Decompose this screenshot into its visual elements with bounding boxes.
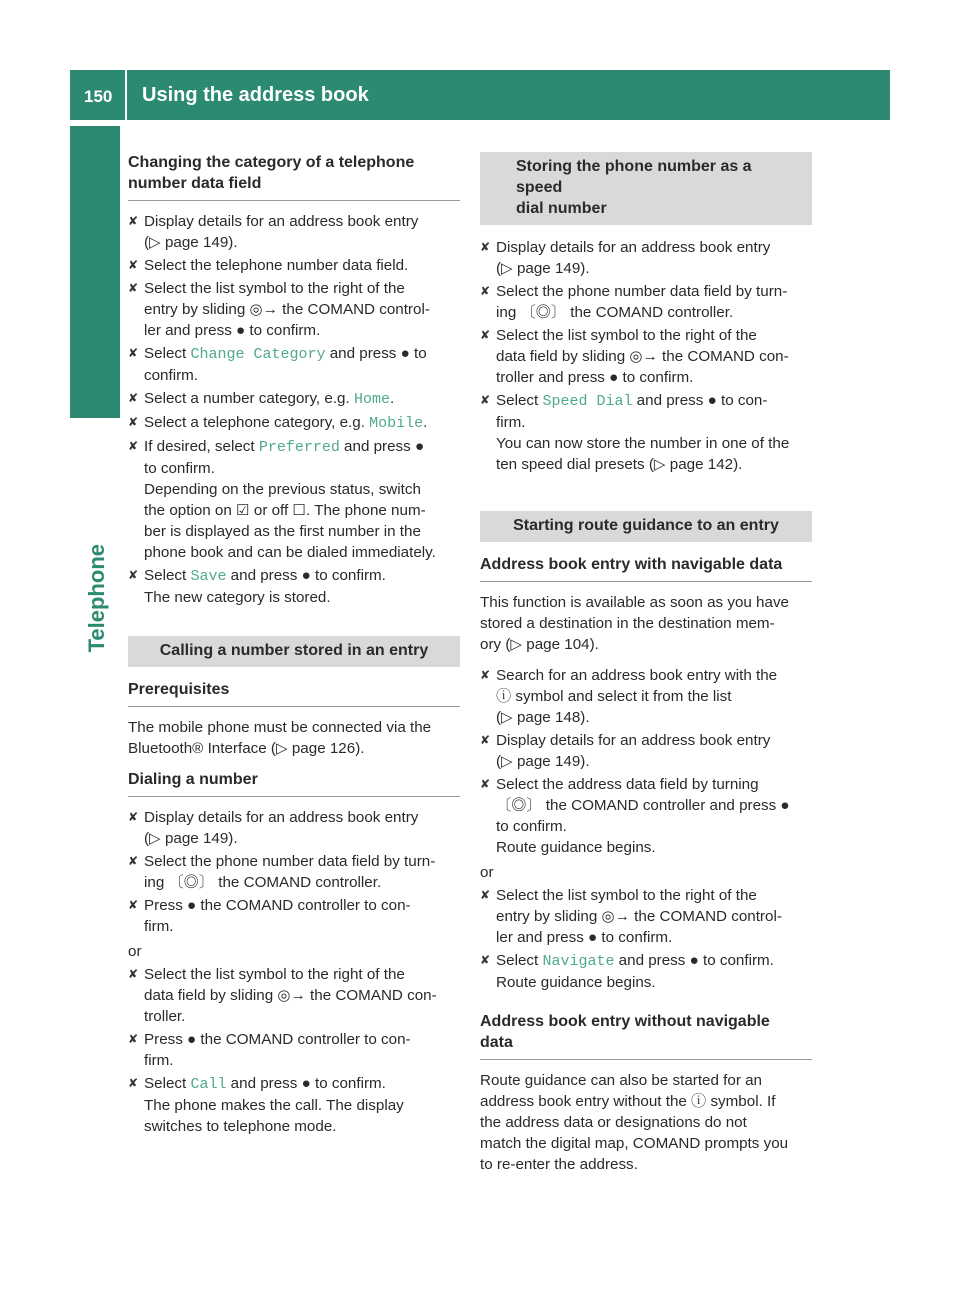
step-line: Depending on the previous status, switch <box>144 481 421 498</box>
band-line: dial number <box>516 200 607 217</box>
header-separator <box>125 70 127 120</box>
heading-change-category <box>128 152 460 201</box>
or-divider: or <box>480 864 494 881</box>
heading-line: data <box>480 1034 513 1051</box>
step-line: ber is displayed as the first number in the <box>144 523 421 540</box>
band-line: Storing the phone number as a speed <box>516 158 752 196</box>
instruction-step <box>128 211 460 253</box>
step-line: Route guidance begins. <box>496 839 656 856</box>
heading-line: Changing the category of a telephone <box>128 154 415 171</box>
step-line: ✘ Press ● the COMAND controller to con- <box>144 1031 411 1048</box>
text-line: Route guidance can also be started for an <box>480 1072 762 1089</box>
step-line: ✘ Display details for an address book entry <box>144 809 419 826</box>
step-line: The new category is stored. <box>144 589 331 606</box>
left-column <box>128 152 460 1139</box>
step-line: ✘ Display details for an address book entry <box>496 732 771 749</box>
text-line: stored a destination in the destination mem- <box>480 615 775 632</box>
text-line: to re-enter the address. <box>480 1156 638 1173</box>
band-calling-number: Calling a number stored in an entry <box>128 636 460 667</box>
step-line: ✘ Select the phone number data field by turn- <box>144 853 436 870</box>
step-line: switches to telephone mode. <box>144 1118 337 1135</box>
step-line: to confirm. <box>144 460 215 477</box>
step-line: entry by sliding ◎→ the COMAND control- <box>496 908 782 925</box>
text-line: the address data or designations do not <box>480 1114 747 1131</box>
step-line: Route guidance begins. <box>496 974 656 991</box>
instruction-step <box>128 278 460 341</box>
instruction-step <box>128 895 460 937</box>
instruction-step <box>128 255 460 276</box>
page-title: Using the address book <box>142 84 369 106</box>
prerequisites-text <box>128 717 460 759</box>
step-line: You can now store the number in one of the <box>496 435 790 452</box>
steps-dialing-b <box>128 964 460 1137</box>
step-line: confirm. <box>144 367 199 384</box>
step-line: phone book and can be dialed immediately. <box>144 544 436 561</box>
section-tab-text: Telephone <box>84 544 109 653</box>
band-speed-dial <box>480 152 812 225</box>
page-number: 150 <box>84 87 113 106</box>
step-line: ✘ Select the list symbol to the right of the <box>496 887 757 904</box>
step-line: firm. <box>144 918 174 935</box>
step-line: The phone makes the call. The display <box>144 1097 404 1114</box>
step-line: ✘ If desired, select Preferred and press ● <box>144 438 425 456</box>
steps-route-a <box>480 665 812 858</box>
instruction-step <box>128 964 460 1027</box>
step-line: ⓘ symbol and select it from the list <box>496 688 732 705</box>
instruction-step <box>128 565 460 608</box>
step-line: ✘ Select the phone number data field by turn- <box>496 283 788 300</box>
instruction-step <box>128 851 460 893</box>
step-line: ✘ Select the list symbol to the right of the <box>496 327 757 344</box>
instruction-step <box>128 1029 460 1071</box>
step-line: ✘ Select the address data field by turning <box>496 776 759 793</box>
heading-line: number data field <box>128 175 262 192</box>
section-tab-block <box>70 126 120 418</box>
instruction-step <box>480 325 812 388</box>
heading-without-navigable <box>480 1011 812 1060</box>
step-line: the option on ☑ or off ☐. The phone num- <box>144 502 426 519</box>
step-line: entry by sliding ◎→ the COMAND control- <box>144 301 430 318</box>
instruction-step <box>480 774 812 858</box>
instruction-step <box>480 390 812 475</box>
heading-prerequisites: Prerequisites <box>128 679 460 707</box>
band-route-guidance: Starting route guidance to an entry <box>480 511 812 542</box>
heading-line: Address book entry without navigable <box>480 1013 770 1030</box>
page-header <box>70 70 890 120</box>
step-line: (▷ page 149). <box>144 830 238 847</box>
instruction-step <box>480 665 812 728</box>
without-navigable-text <box>480 1070 812 1175</box>
step-line: ✘ Display details for an address book entry <box>144 213 419 230</box>
step-line: (▷ page 148). <box>496 709 590 726</box>
step-line: (▷ page 149). <box>144 234 238 251</box>
instruction-step <box>128 412 460 434</box>
step-line: firm. <box>144 1052 174 1069</box>
step-line: ✘ Select a telephone category, e.g. Mobile. <box>144 414 428 432</box>
step-line: ten speed dial presets (▷ page 142). <box>496 456 743 473</box>
step-line: ler and press ● to confirm. <box>496 929 673 946</box>
step-line: ✘ Press ● the COMAND controller to con- <box>144 897 411 914</box>
step-line: ✘ Display details for an address book entry <box>496 239 771 256</box>
instruction-step <box>128 388 460 410</box>
instruction-step <box>480 885 812 948</box>
instruction-step <box>128 1073 460 1137</box>
or-divider: or <box>128 943 142 960</box>
step-line: 〔◎〕 the COMAND controller and press ● <box>496 797 790 814</box>
step-line: ✘ Select Call and press ● to confirm. <box>144 1075 386 1093</box>
instruction-step <box>480 950 812 993</box>
instruction-step <box>480 237 812 279</box>
text-line: address book entry without the ⓘ symbol. If <box>480 1093 776 1110</box>
step-line: (▷ page 149). <box>496 753 590 770</box>
step-line: to confirm. <box>496 818 567 835</box>
text-line: This function is available as soon as you have <box>480 594 789 611</box>
step-line: ✘ Select the list symbol to the right of the <box>144 280 405 297</box>
instruction-step <box>128 436 460 563</box>
step-line: ✘ Select a number category, e.g. Home. <box>144 390 395 408</box>
step-line: troller and press ● to confirm. <box>496 369 694 386</box>
heading-dialing-number: Dialing a number <box>128 769 460 797</box>
instruction-step <box>480 281 812 323</box>
right-column <box>480 152 812 1185</box>
text-line: The mobile phone must be connected via the <box>128 719 432 736</box>
step-line: ✘ Select Save and press ● to confirm. <box>144 567 386 585</box>
step-line: ✘ Select the list symbol to the right of the <box>144 966 405 983</box>
text-line: Bluetooth® Interface (▷ page 126). <box>128 740 365 757</box>
steps-change-category <box>128 211 460 608</box>
instruction-step <box>128 343 460 386</box>
step-line: ✘ Select Change Category and press ● to <box>144 345 427 363</box>
instruction-step <box>128 807 460 849</box>
step-line: ✘ Search for an address book entry with the <box>496 667 778 684</box>
step-line: firm. <box>496 414 526 431</box>
step-line: (▷ page 149). <box>496 260 590 277</box>
text-line: ory (▷ page 104). <box>480 636 599 653</box>
steps-speed-dial <box>480 237 812 475</box>
step-line: data field by sliding ◎→ the COMAND con- <box>496 348 789 365</box>
text-line: match the digital map, COMAND prompts you <box>480 1135 789 1152</box>
step-line: data field by sliding ◎→ the COMAND con- <box>144 987 437 1004</box>
step-line: ✘ Select Speed Dial and press ● to con- <box>496 392 768 410</box>
step-line: ✘ Select the telephone number data field. <box>144 257 409 274</box>
step-line: troller. <box>144 1008 186 1025</box>
navigable-intro <box>480 592 812 655</box>
step-line: ing 〔◎〕 the COMAND controller. <box>144 874 382 891</box>
heading-navigable-data: Address book entry with navigable data <box>480 554 812 582</box>
section-tab-label <box>84 544 109 653</box>
step-line: ✘ Select Navigate and press ● to confirm. <box>496 952 774 970</box>
step-line: ing 〔◎〕 the COMAND controller. <box>496 304 734 321</box>
instruction-step <box>480 730 812 772</box>
steps-route-b <box>480 885 812 993</box>
step-line: ler and press ● to confirm. <box>144 322 321 339</box>
steps-dialing-a <box>128 807 460 937</box>
